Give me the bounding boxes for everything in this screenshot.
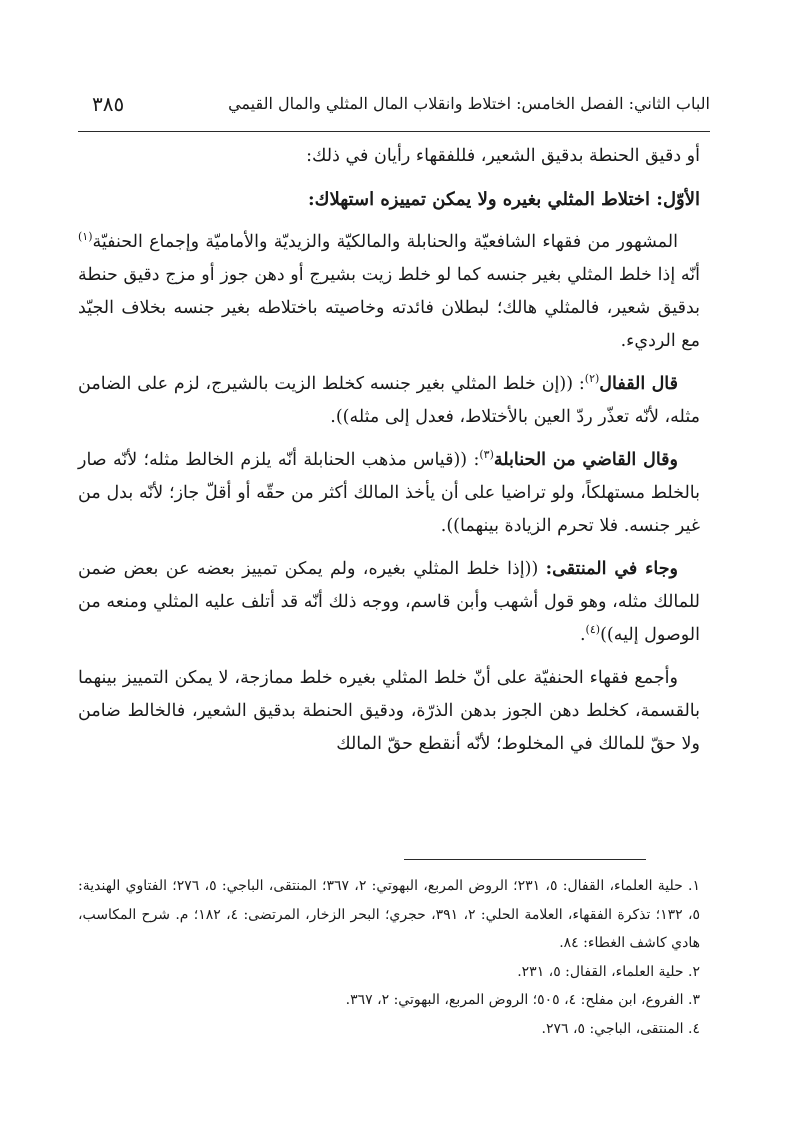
- footnote-ref-2: (٢): [584, 372, 600, 386]
- paragraph-3-lead: وقال القاضي من الحنابلة: [493, 450, 678, 470]
- paragraph-3-text: : ((قياس مذهب الحنابلة أنّه يلزم الخالط مثله؛ لأنّه صار بالخلط مستهلكاً، ولو تراضيا على أن يأخذ المالك أكثر من حقّه أو أقلّ جاز؛ لأنّه بدل من غير جنسه. فلا تحرم الزيادة بينهما)).: [78, 450, 700, 536]
- footnotes: [78, 872, 700, 1043]
- header-divider: [78, 131, 710, 132]
- paragraph-1: [78, 226, 700, 358]
- paragraph-4-lead: وجاء في المنتقى:: [545, 559, 678, 579]
- running-title: الباب الثاني: الفصل الخامس: اختلاط وانقلاب المال المثلي والمال القيمي: [228, 94, 710, 113]
- footnote-1: ١. حلية العلماء، القفال: ٥، ٢٣١؛ الروض المربع، البهوتي: ٢، ٣٦٧؛ المنتقى، الباجي: ٥، ٢٧٦؛ الفتاوي الهندية: ٥، ١٣٢؛ تذكرة الفقهاء، العلامة الحلي: ٢، ٣٩١، حجري؛ البحر الزخار، المرتضى: ٤، ١٨٢؛ م. شرح المكاسب، هادي كاشف الغطاء: ٨٤.: [78, 878, 701, 951]
- footnote-divider: [404, 859, 646, 860]
- page-header: [78, 84, 710, 128]
- footnote-4: ٤. المنتقى، الباجي: ٥، ٢٧٦.: [541, 1020, 700, 1037]
- paragraph-2-lead: قال القفال: [599, 374, 679, 394]
- paragraph-4-text: ((إذا خلط المثلي بغيره، ولم يمكن تمييز بعضه عن بعض ضمن للمالك مثله، وهو قول أشهب وأبن قاسم، ووجه ذلك أنّه قد أتلف عليه المثلي ومنعه من الوصول إليه)): [78, 559, 700, 645]
- main-text: [78, 140, 700, 771]
- intro-line: أو دقيق الحنطة بدقيق الشعير، فللفقهاء رأيان في ذلك:: [306, 146, 700, 166]
- page-number: ٣٨٥: [92, 92, 125, 116]
- paragraph-2-text: : ((إن خلط المثلي بغير جنسه كخلط الزيت بالشيرج، لزم على الضامن مثله، لأنّه تعذّر ردّ العين بالأختلاط، فعدل إلى مثله)).: [78, 374, 700, 427]
- paragraph-4-end: .: [579, 625, 586, 645]
- paragraph-1-text-a: المشهور من فقهاء الشافعيّة والحنابلة والمالكيّة والزيديّة والأماميّة وإجماع الحنفيّة: [92, 232, 678, 252]
- paragraph-1-text-b: أنّه إذا خلط المثلي بغير جنسه كما لو خلط زيت بشيرج أو دهن جوز أو مزج دقيق حنطة بدقيق شعير، فالمثلي هالك؛ لبطلان فائدته وخاصيته باختلاطه بغير جنسه بخلاف الجيّد مع الرديء.: [78, 265, 700, 351]
- footnote-ref-1: (١): [78, 230, 93, 244]
- footnote-2: ٢. حلية العلماء، القفال: ٥، ٢٣١.: [517, 963, 700, 980]
- footnote-ref-4: (٤): [585, 623, 601, 637]
- paragraph-3: [78, 444, 700, 543]
- footnote-ref-3: (٣): [479, 448, 494, 462]
- paragraph-2: [78, 368, 700, 434]
- footnote-3: ٣. الفروع، ابن مفلح: ٤، ٥٠٥؛ الروض المربع، البهوتي: ٢، ٣٦٧.: [345, 992, 700, 1008]
- section-heading: الأوّل: اختلاط المثلي بغيره ولا يمكن تمييزه استهلاك:: [308, 189, 700, 210]
- paragraph-4: [78, 553, 700, 652]
- paragraph-5: وأجمع فقهاء الحنفيّة على أنّ خلط المثلي بغيره خلط ممازجة، لا يمكن التمييز بينهما بالقسمة، كخلط دهن الجوز بدهن الذرّة، ودقيق الحنطة بدقيق الشعير، فالخالط ضامن ولا حقّ للمالك في المخلوط؛ لأنّه أنقطع حقّ المالك: [78, 668, 700, 754]
